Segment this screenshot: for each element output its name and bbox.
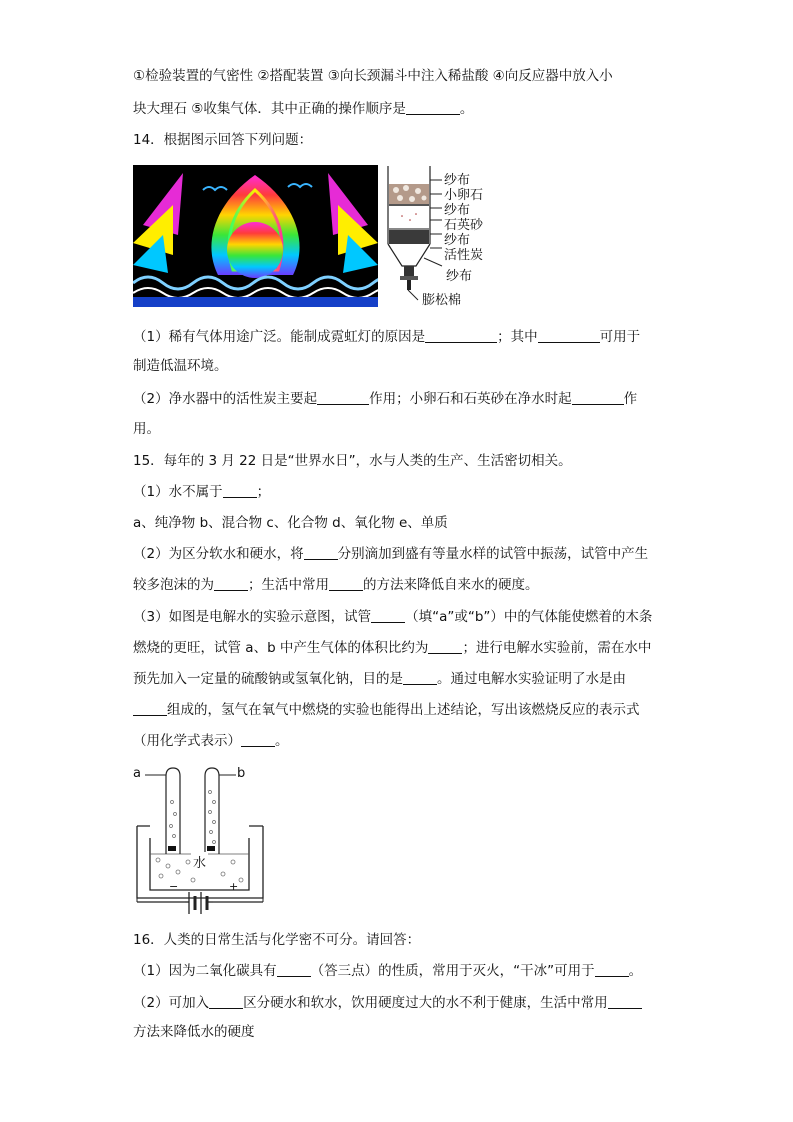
q13-line2: 块大理石 ⑤收集气体．其中正确的操作顺序是 。 xyxy=(133,101,474,117)
filter-label: 活性炭 xyxy=(444,248,484,263)
tube-b-label: b xyxy=(237,766,246,781)
filter-label: 纱布 xyxy=(446,269,473,284)
q16-p1: （1）因为二氧化碳具有 （答三点）的性质，常用于灭火，“干冰”可用于 。 xyxy=(133,963,643,979)
water-purifier-diagram xyxy=(384,166,484,314)
answer-blank[interactable] xyxy=(595,962,629,977)
answer-blank[interactable] xyxy=(371,608,405,623)
q16-p2-cont: 方法来降低水的硬度 xyxy=(133,1024,255,1040)
q15-p3-cont1: 燃烧的更旺，试管 a、b 中产生气体的体积比约为 ；进行电解水实验前，需在水中 xyxy=(133,640,652,656)
answer-blank[interactable] xyxy=(214,576,248,591)
q14-p2: （2）净水器中的活性炭主要起 作用；小卵石和石英砂在净水时起 作 xyxy=(133,391,638,407)
water-label: 水 xyxy=(191,852,208,871)
q15-p1: （1）水不属于 ； xyxy=(133,484,271,500)
filter-label: 纱布 xyxy=(444,203,471,218)
answer-blank[interactable] xyxy=(329,576,363,591)
q15-options: a、纯净物 b、混合物 c、化合物 d、氧化物 e、单质 xyxy=(133,515,448,531)
answer-blank[interactable] xyxy=(223,483,257,498)
answer-blank[interactable] xyxy=(304,545,338,560)
answer-blank[interactable] xyxy=(277,962,311,977)
answer-blank[interactable] xyxy=(425,328,497,343)
q13-line1: ①检验装置的气密性 ②搭配装置 ③向长颈漏斗中注入稀盐酸 ④向反应器中放入小 xyxy=(133,68,613,84)
answer-blank[interactable] xyxy=(572,390,624,405)
answer-blank[interactable] xyxy=(538,328,600,343)
q15-title: 15．每年的 3 月 22 日是“世界水日”，水与人类的生产、生活密切相关。 xyxy=(133,453,572,469)
plus-label: + xyxy=(229,880,239,893)
q16-p2: （2）可加入 区分硬水和软水，饮用硬度过大的水不利于健康，生活中常用 xyxy=(133,993,642,1013)
filter-label: 纱布 xyxy=(444,233,471,248)
answer-blank[interactable] xyxy=(241,732,275,747)
q15-p3-cont3: 组成的，氢气在氧气中燃烧的实验也能得出上述结论，写出该燃烧反应的表示式 xyxy=(133,700,640,720)
filter-label: 小卵石 xyxy=(444,188,484,203)
q15-p3-cont4: （用化学式表示） 。 xyxy=(133,733,289,749)
filter-label: 膨松棉 xyxy=(422,293,462,308)
neon-lights-image xyxy=(133,165,378,307)
answer-blank[interactable] xyxy=(133,701,167,716)
q15-p2: （2）为区分软水和硬水，将 分别滴加到盛有等量水样的试管中振荡，试管中产生 xyxy=(133,546,649,562)
q15-p3-cont2: 预先加入一定量的硫酸钠或氢氧化钠，目的是 。通过电解水实验证明了水是由 xyxy=(133,671,626,687)
answer-blank[interactable] xyxy=(406,100,460,115)
minus-label: − xyxy=(169,880,179,893)
q14-p1: （1）稀有气体用途广泛。能制成霓虹灯的原因是 ；其中 可用于 xyxy=(133,329,641,345)
answer-blank[interactable] xyxy=(209,994,243,1009)
filter-label: 石英砂 xyxy=(444,218,484,233)
q14-p2-cont: 用。 xyxy=(133,421,160,437)
q16-title: 16．人类的日常生活与化学密不可分。请回答： xyxy=(133,932,421,948)
q14-p1-cont: 制造低温环境。 xyxy=(133,358,228,374)
filter-label: 纱布 xyxy=(444,173,471,188)
answer-blank[interactable] xyxy=(317,390,369,405)
q14-title: 14．根据图示回答下列问题： xyxy=(133,132,313,148)
answer-blank[interactable] xyxy=(428,639,462,654)
tube-a-label: a xyxy=(133,766,141,781)
electrolysis-diagram xyxy=(133,762,283,917)
q15-p3: （3）如图是电解水的实验示意图，试管 （填“a”或“b”）中的气体能使燃着的木条 xyxy=(133,609,653,625)
answer-blank[interactable] xyxy=(608,994,642,1009)
q15-p2-cont: 较多泡沫的为 ；生活中常用 的方法来降低自来水的硬度。 xyxy=(133,577,539,593)
answer-blank[interactable] xyxy=(403,670,437,685)
